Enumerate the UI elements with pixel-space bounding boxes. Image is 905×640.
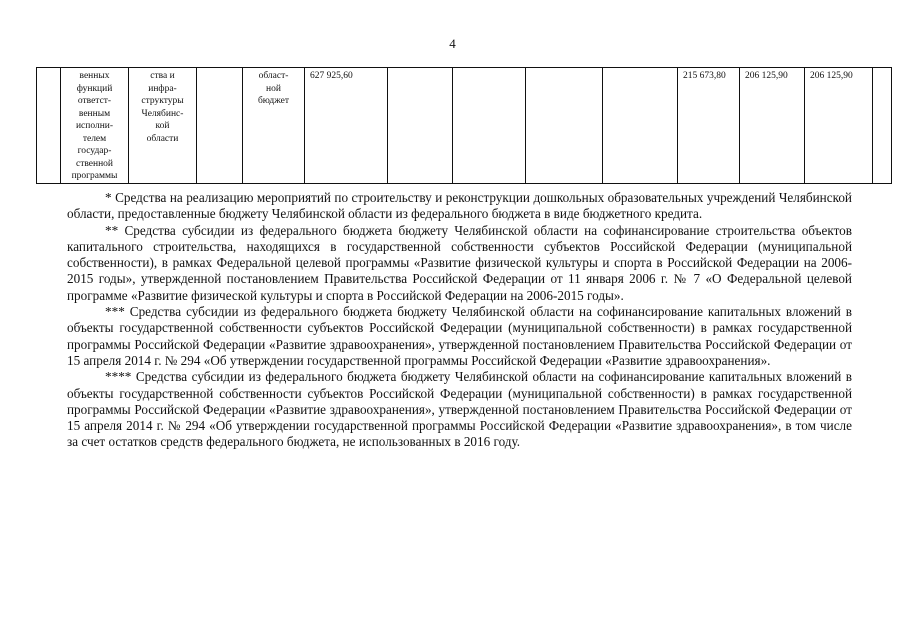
cell-text-line: 627 925,60 bbox=[310, 71, 353, 81]
footnote: *** Средства субсидии из федерального бюджета бюджету Челябинской области на софинансирование капитальных вложений в объекты государственной собственности субъектов Российской Федерации (муниципальной собственности) в рамках государственной программы Российской Федерации «Развитие здравоохранения», утвержденной постановлением Правительства Российской Федерации от 15 апреля 2014 г. № 294 «Об утверждении государственной программы Российской Федерации «Развитие здравоохранения». bbox=[67, 304, 852, 368]
cell-text-line: ответст- bbox=[77, 96, 112, 106]
cell-text-line: 206 125,90 bbox=[810, 71, 853, 81]
cell-text-line: телем bbox=[82, 133, 107, 144]
cell-text-line: государ- bbox=[77, 146, 112, 156]
table-cell bbox=[873, 68, 892, 184]
table-cell bbox=[453, 68, 526, 184]
cell-text-line: кой bbox=[155, 121, 170, 131]
table-cell bbox=[388, 68, 453, 184]
cell-text-line: инфра- bbox=[148, 83, 177, 94]
table-cell bbox=[197, 68, 243, 184]
cell-text-line: 215 673,80 bbox=[683, 71, 726, 81]
table-cell bbox=[526, 68, 603, 184]
table-row bbox=[37, 68, 892, 184]
page-number: 4 bbox=[449, 36, 456, 51]
cell-text-line: венным bbox=[78, 108, 111, 119]
table-cell bbox=[61, 68, 129, 184]
cell-text-line: области bbox=[146, 133, 179, 144]
cell-text-line: Челябинс- bbox=[141, 108, 184, 119]
table-cell bbox=[37, 68, 61, 184]
cell-text-line: программы bbox=[71, 171, 118, 181]
table-cell bbox=[243, 68, 305, 184]
cell-text-line: 206 125,90 bbox=[745, 71, 788, 81]
cell-text-line: ства и bbox=[150, 71, 175, 81]
cell-text-line: венных bbox=[79, 71, 110, 81]
table-cell bbox=[603, 68, 678, 184]
cell-text-line: исполни- bbox=[75, 121, 114, 131]
cell-text-line: ной bbox=[266, 83, 281, 94]
cell-text-line: структуры bbox=[141, 96, 184, 106]
cell-text-line: функций bbox=[76, 83, 113, 94]
footnotes bbox=[67, 190, 852, 451]
budget-table bbox=[36, 67, 892, 184]
cell-text-line: ственной bbox=[75, 158, 114, 169]
footnote: **** Средства субсидии из федерального бюджета бюджету Челябинской области на софинансирование капитальных вложений в объекты государственной собственности субъектов Российской Федерации (муниципальной собственности) в рамках государственной программы Российской Федерации «Развитие здравоохранения», утвержденной постановлением Правительства Российской Федерации от 15 апреля 2014 г. № 294 «Об утверждении государственной программы Российской Федерации «Развитие здравоохранения», в том числе за счет остатков средств федерального бюджета, не использованных в 2016 году. bbox=[67, 369, 852, 450]
table-cell bbox=[805, 68, 873, 184]
table-cell bbox=[740, 68, 805, 184]
cell-text-line: област- bbox=[258, 71, 289, 81]
cell-text-line: бюджет bbox=[257, 96, 290, 106]
footnote: ** Средства субсидии из федерального бюджета бюджету Челябинской области на софинансирование строительства объектов капитального строительства, находящихся в государственной собственности субъектов Российской Федерации (муниципальной собственности), в рамках Федеральной целевой программы «Развитие физической культуры и спорта в Российской Федерации на 2006-2015 годы», утвержденной постановлением Правительства Российской Федерации от 11 января 2006 г. № 7 «О Федеральной целевой программе «Развитие физической культуры и спорта в Российской Федерации на 2006-2015 годы». bbox=[67, 222, 852, 303]
footnote: * Средства на реализацию мероприятий по строительству и реконструкции дошкольных образовательных учреждений Челябинской области, предоставленные бюджету Челябинской области из федерального бюджета в виде бюджетного кредита. bbox=[67, 190, 852, 222]
table-cell bbox=[129, 68, 197, 184]
table-cell bbox=[678, 68, 740, 184]
table-cell bbox=[305, 68, 388, 184]
